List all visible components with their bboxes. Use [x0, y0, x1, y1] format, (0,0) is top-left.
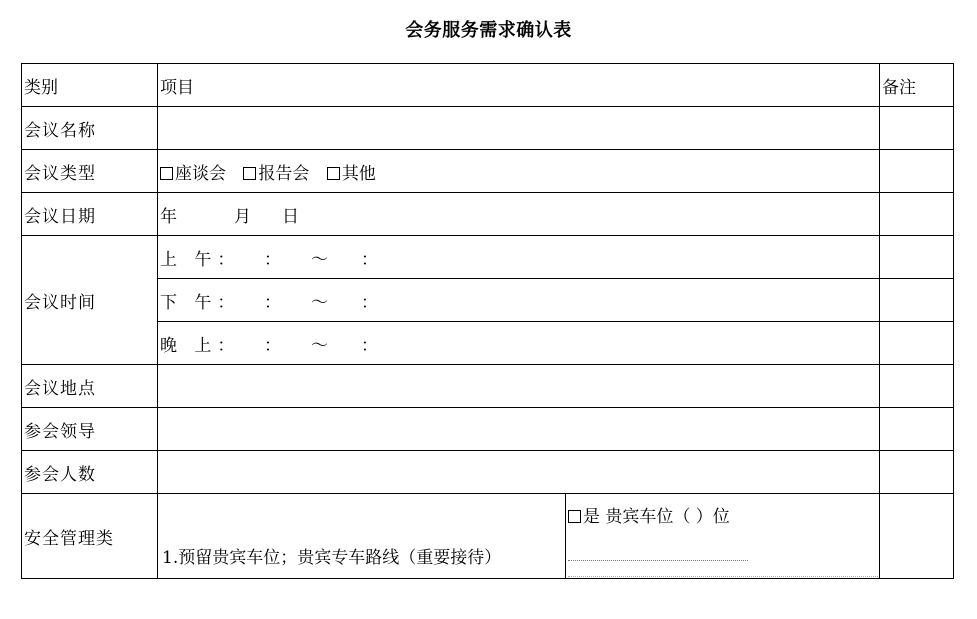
option-report[interactable] — [243, 164, 309, 184]
dotted-underline — [568, 560, 748, 561]
time-colon: ： — [264, 335, 281, 356]
date-year: 年 — [160, 206, 177, 227]
date-day: 日 — [282, 206, 299, 227]
row-meeting-type — [22, 150, 954, 193]
time-tilde: ～ — [311, 335, 328, 356]
row-attendees — [22, 451, 954, 494]
row-safety — [22, 494, 954, 579]
header-category: 类别 — [22, 64, 158, 107]
vip-parking-option[interactable] — [568, 502, 730, 527]
service-form-table — [21, 63, 954, 579]
meeting-type-options — [158, 150, 880, 193]
row-leaders — [22, 408, 954, 451]
time-colon: ： — [361, 249, 378, 270]
checkbox-vip-parking[interactable] — [568, 510, 581, 523]
time-tilde: ～ — [311, 249, 328, 270]
meeting-name-label: 会议名称 — [22, 107, 158, 150]
row-meeting-name — [22, 107, 954, 150]
safety-note[interactable] — [880, 494, 954, 579]
time-colon: ： — [361, 335, 378, 356]
table-header-row — [22, 64, 954, 107]
option-other-label: 其他 — [341, 163, 376, 184]
time-tilde: ～ — [311, 292, 328, 313]
leaders-label: 参会领导 — [22, 408, 158, 451]
row-meeting-time-morning — [22, 236, 954, 279]
time-morning-note[interactable] — [880, 236, 954, 279]
date-month: 月 — [234, 206, 251, 227]
vip-parking-text: 贵宾车位（ ）位 — [600, 507, 730, 527]
header-note: 备注 — [880, 64, 954, 107]
option-forum[interactable] — [160, 164, 226, 184]
vip-parking-yes: 是 — [583, 507, 600, 527]
safety-item-text: 1.预留贵宾车位；贵宾专车路线（重要接待） — [162, 548, 502, 568]
attendees-field[interactable] — [158, 451, 880, 494]
attendees-note[interactable] — [880, 451, 954, 494]
time-evening-note[interactable] — [880, 322, 954, 365]
time-evening-field[interactable] — [158, 322, 880, 365]
option-forum-label: 座谈会 — [175, 163, 226, 184]
meeting-time-label: 会议时间 — [22, 236, 158, 365]
safety-item — [160, 494, 566, 578]
meeting-type-note[interactable] — [880, 150, 954, 193]
leaders-note[interactable] — [880, 408, 954, 451]
leaders-field[interactable] — [158, 408, 880, 451]
meeting-place-label: 会议地点 — [22, 365, 158, 408]
safety-label: 安全管理类 — [22, 494, 158, 579]
meeting-place-field[interactable] — [158, 365, 880, 408]
checkbox-other[interactable] — [327, 167, 340, 180]
safety-option — [566, 494, 877, 578]
time-afternoon-field[interactable] — [158, 279, 880, 322]
time-afternoon-note[interactable] — [880, 279, 954, 322]
time-evening-label: 晚 上： — [160, 335, 241, 356]
dotted-underline — [568, 576, 878, 577]
row-meeting-time-afternoon — [22, 279, 954, 322]
meeting-date-note[interactable] — [880, 193, 954, 236]
attendees-label: 参会人数 — [22, 451, 158, 494]
meeting-name-field[interactable] — [158, 107, 880, 150]
header-item: 项目 — [158, 64, 880, 107]
row-meeting-place — [22, 365, 954, 408]
option-report-label: 报告会 — [258, 163, 310, 184]
row-meeting-time-evening — [22, 322, 954, 365]
option-other[interactable] — [327, 164, 376, 184]
time-afternoon-label: 下 午： — [160, 292, 241, 313]
page-title: 会务服务需求确认表 — [405, 20, 572, 41]
time-colon: ： — [264, 292, 281, 313]
meeting-type-label: 会议类型 — [22, 150, 158, 193]
time-morning-field[interactable] — [158, 236, 880, 279]
row-meeting-date — [22, 193, 954, 236]
time-morning-label: 上 午： — [160, 249, 241, 270]
checkbox-forum[interactable] — [160, 167, 173, 180]
meeting-date-label: 会议日期 — [22, 193, 158, 236]
meeting-date-field[interactable] — [158, 193, 880, 236]
time-colon: ： — [361, 292, 378, 313]
checkbox-report[interactable] — [243, 167, 256, 180]
meeting-name-note[interactable] — [880, 107, 954, 150]
meeting-place-note[interactable] — [880, 365, 954, 408]
safety-field — [158, 494, 880, 579]
time-colon: ： — [264, 249, 281, 270]
